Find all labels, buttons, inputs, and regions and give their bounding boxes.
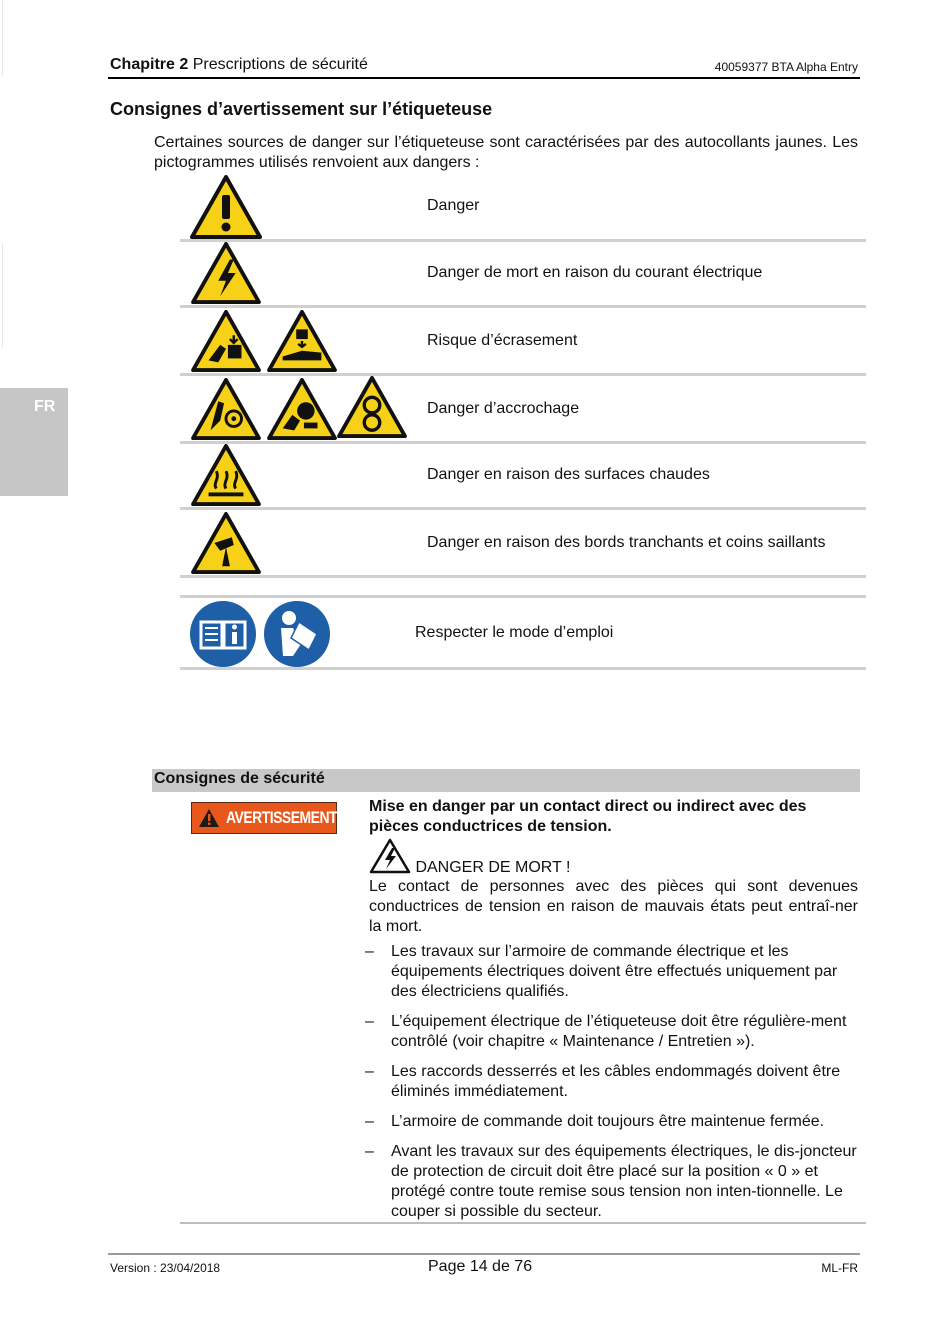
document-reference: 40059377 BTA Alpha Entry — [714, 60, 858, 74]
list-item-text: L’armoire de commande doit toujours être maintenue fermée. — [391, 1113, 825, 1130]
bullet-dash: – — [365, 943, 374, 960]
pictogram-row-sharp-edge — [180, 510, 866, 578]
pictogram-label: Danger d’accrochage — [427, 400, 580, 417]
pictogram-label: Respecter le mode d’emploi — [415, 624, 614, 641]
pictogram-row-danger — [180, 175, 866, 242]
warning-badge — [191, 802, 337, 834]
bullet-dash: – — [365, 1013, 374, 1030]
hand-crush-warning-icon — [190, 310, 262, 372]
warning-badge-label: AVERTISSEMENT — [226, 808, 338, 827]
electric-warning-icon — [369, 838, 411, 874]
hand-roller-warning-icon — [190, 378, 262, 440]
pictogram-label: Danger en raison des surfaces chaudes — [427, 466, 710, 483]
pictogram-label: Danger de mort en raison du courant électrique — [427, 264, 763, 281]
chapter-number: Chapitre 2 — [110, 56, 189, 73]
danger-heading: Mise en danger par un contact direct ou indirect avec des pièces conductrices de tension. — [369, 798, 807, 835]
footer-version: Version : 23/04/2018 — [110, 1261, 221, 1275]
language-tab-label: FR — [34, 398, 56, 415]
pictogram-row-entanglement — [180, 376, 866, 444]
pictogram-label: Danger en raison des bords tranchants et coins saillants — [427, 534, 826, 551]
warning-triangle-icon — [198, 808, 220, 828]
pictogram-row-hot-surface — [180, 444, 866, 510]
language-side-tab — [0, 388, 68, 496]
manual-book-icon — [189, 600, 257, 668]
pictogram-row-crush — [180, 308, 866, 376]
page-edge-line — [2, 243, 3, 347]
electric-shock-warning-icon — [190, 242, 262, 304]
list-item-text: Avant les travaux sur des équipements électriques, le dis-joncteur de protection de circuit doit être placé sur la position « 0 » et protégé contre toute remise sous tension non inten-tionnelle. Le couper si possible du secteur. — [391, 1143, 857, 1220]
header-rule — [108, 77, 860, 79]
danger-of-death-label: DANGER DE MORT ! — [415, 859, 571, 876]
danger-of-death-line — [369, 838, 859, 877]
list-item-text: L’équipement électrique de l’étiqueteuse doit être régulière-ment contrôlé (voir chapitre « Maintenance / Entretien »). — [391, 1013, 847, 1050]
chapter-header — [110, 56, 368, 74]
list-item — [365, 1062, 857, 1102]
section-intro: Certaines sources de danger sur l’étiqueteuse sont caractérisées par des autocollants jaunes. Les pictogrammes utilisés renvoient aux dangers : — [154, 134, 858, 171]
page-edge-line — [2, 0, 3, 76]
safety-instructions-title: Consignes de sécurité — [154, 770, 325, 787]
section-bottom-rule — [180, 1222, 866, 1224]
chapter-title: Prescriptions de sécurité — [192, 56, 368, 73]
read-manual-icon — [263, 600, 331, 668]
safety-bullet-list — [365, 942, 857, 1232]
pictogram-label: Risque d’écrasement — [427, 332, 578, 349]
list-item — [365, 942, 857, 1002]
footer-language-code: ML-FR — [821, 1261, 858, 1275]
hot-surface-warning-icon — [190, 444, 262, 506]
list-item — [365, 1142, 857, 1222]
bullet-dash: – — [365, 1113, 374, 1130]
list-item-text: Les travaux sur l’armoire de commande électrique et les équipements électriques doivent être effectués uniquement par des électriciens qualifiés. — [391, 943, 838, 1000]
hand-gear-warning-icon — [266, 378, 338, 440]
row-divider — [180, 667, 866, 670]
pictogram-row-manual — [180, 595, 866, 670]
row-divider — [180, 575, 866, 578]
hand-press-warning-icon — [266, 310, 338, 372]
list-item — [365, 1112, 857, 1132]
sharp-edge-warning-icon — [190, 512, 262, 574]
footer-rule — [108, 1253, 860, 1255]
bullet-dash: – — [365, 1143, 374, 1160]
pictogram-label: Danger — [427, 197, 480, 214]
section-title: Consignes d’avertissement sur l’étiqueteuse — [110, 99, 493, 119]
list-item — [365, 1012, 857, 1052]
danger-description: Le contact de personnes avec des pièces qui sont devenues conductrices de tension en raison de mauvais états peut entraî-ner la mort. — [369, 878, 858, 935]
bullet-dash: – — [365, 1063, 374, 1080]
safety-instructions-bar — [152, 769, 860, 792]
exclamation-warning-icon — [190, 175, 262, 239]
list-item-text: Les raccords desserrés et les câbles endommagés doivent être éliminés immédiatement. — [391, 1063, 841, 1100]
rollers-warning-icon — [336, 376, 408, 438]
footer-page-number: Page 14 de 76 — [428, 1258, 533, 1275]
pictogram-row-electric — [180, 242, 866, 308]
